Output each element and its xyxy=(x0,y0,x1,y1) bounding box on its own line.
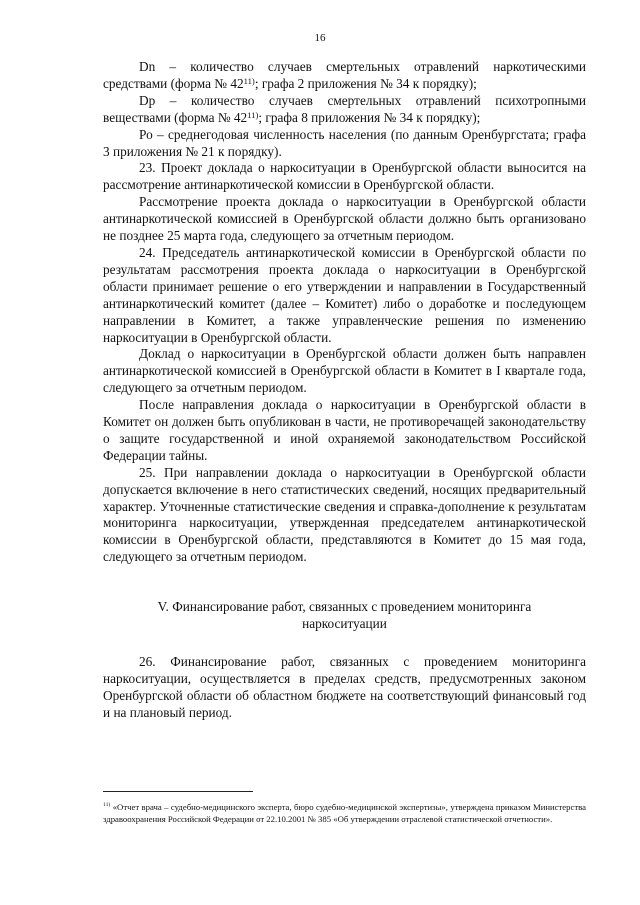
paragraph-26: 26. Финансирование работ, связанных с проведением мониторинга наркоситуации, осуществляется в пределах средств, предусмотренных законом Оренбургской области об областном бюджете на соответствующий финансовый год и на плановый период. xyxy=(103,654,586,720)
body-text-section-v xyxy=(103,654,586,722)
page-number: 16 xyxy=(314,32,326,44)
section-heading-line-1: V. Финансирование работ, связанных с проведением мониторинга xyxy=(157,599,532,614)
paragraph-po: Ро – среднегодовая численность населения (по данным Оренбургстата; графа 3 приложения № 21 к порядку). xyxy=(103,126,586,159)
footnote-reference: 11) xyxy=(247,109,259,120)
section-heading-line-2: наркоситуации xyxy=(302,616,387,631)
paragraph-24: 24. Председатель антинаркотической комиссии в Оренбургской области по результатам рассмотрения проекта доклада о наркоситуации в Оренбургской области принимает решение о его утверждении и направлении в Государственный антинаркотический комитет (далее – Комитет) либо о доработке и последующем направлении в Комитет, а также управленческие решения по изменению наркоситуации в Оренбургской области. xyxy=(103,244,586,345)
footnote xyxy=(103,801,586,825)
dn-text-before: Dn – количество случаев смертельных отравлений наркотическими средствами (форма № 42 xyxy=(103,59,586,91)
footnote-text: «Отчет врача – судебно-медицинского эксперта, бюро судебно-медицинской экспертизы», утверждена приказом Министерства здравоохранения Российской Федерации от 22.10.2001 № 385 «Об утверждении отраслевой статистической отчетности». xyxy=(103,802,586,824)
paragraph-25: 25. При направлении доклада о наркоситуации в Оренбургской области допускается включение в него статистических сведений, носящих предварительный характер. Уточненные статистические сведения и справка-дополнение к результатам мониторинга наркоситуации, утвержденная председателем антинаркотической комиссии в Оренбургской области, представляются в Комитет до 15 мая года, следующего за отчетным периодом. xyxy=(103,464,586,565)
dp-text-after: ; графа 8 приложения № 34 к порядку); xyxy=(258,109,481,125)
paragraph-23-deadline: Рассмотрение проекта доклада о наркоситуации в Оренбургской области антинаркотической комиссией в Оренбургской области должно быть организовано не позднее 25 марта года, следующего за отчетным периодом. xyxy=(103,194,586,244)
paragraph-24-publication: После направления доклада о наркоситуации в Оренбургской области в Комитет он должен быть опубликован в части, не противоречащей законодательству о защите государственной и иной охраняемой законодательством Российской Федерации тайны. xyxy=(103,397,586,463)
section-heading xyxy=(103,598,586,632)
paragraph-dn xyxy=(103,59,586,93)
footnote-reference: 11) xyxy=(243,75,255,86)
dp-text-before: Dp – количество случаев смертельных отравлений психотропными веществами (форма № 42 xyxy=(103,92,586,125)
footnote-mark: 11) xyxy=(103,802,111,808)
paragraph-23: 23. Проект доклада о наркоситуации в Оренбургской области выносится на рассмотрение антинаркотической комиссии в Оренбургской области. xyxy=(103,160,586,193)
paragraph-24-submission: Доклад о наркоситуации в Оренбургской области должен быть направлен антинаркотической комиссией в Оренбургской области в Комитет в I квартале года, следующего за отчетным периодом. xyxy=(103,346,586,396)
body-text xyxy=(103,59,586,566)
paragraph-dp xyxy=(103,93,586,127)
dn-text-after: ; графа 2 приложения № 34 к порядку); xyxy=(254,75,477,91)
footnote-separator xyxy=(103,791,253,792)
